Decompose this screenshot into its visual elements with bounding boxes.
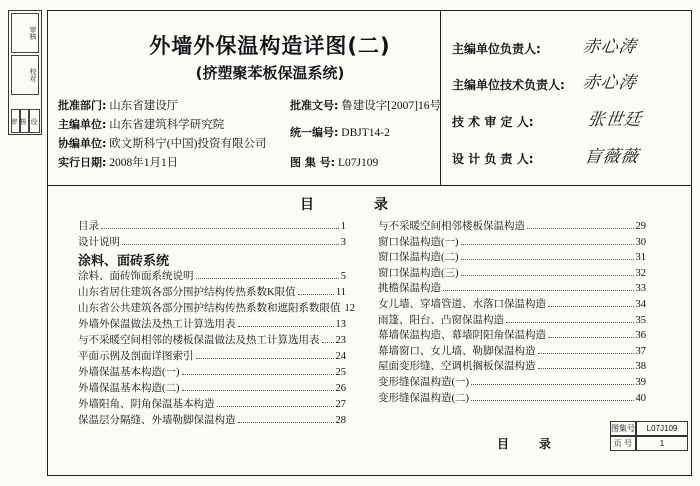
toc-entry-page: 11 [335, 287, 346, 298]
toc-entry-title: 女儿墙、穿墙管道、水落口保温构造 [378, 299, 546, 310]
toc-entry-page: 25 [335, 367, 346, 378]
toc-entry[interactable] [378, 390, 646, 405]
toc-leader-dots [101, 221, 339, 229]
toc-entry-page: 32 [635, 267, 646, 279]
toc-leader-dots [322, 335, 334, 343]
toc-entry-page: 12 [344, 303, 355, 314]
toc-leader-dots [196, 271, 339, 279]
toc-entry-title: 幕墙窗口、女儿墙、勒脚保温构造 [378, 345, 536, 357]
co-editor-value: 欧文斯科宁(中国)投资有限公司 [109, 138, 267, 150]
toc-section-title: 涂料、面砖系统 [78, 254, 170, 269]
toc-entry-page: 5 [340, 271, 346, 282]
effective-date [58, 154, 178, 170]
toc-entry-title: 与不采暖空间相邻楼板保温构造 [378, 221, 525, 232]
toc-leader-dots [182, 383, 334, 391]
toc-entry[interactable] [378, 234, 646, 249]
toc-entry-page: 26 [335, 383, 346, 394]
strip-cell: 设 [29, 109, 40, 133]
approval-dept-label: 批准部门: [58, 99, 107, 112]
toc-entry-page: 39 [635, 377, 646, 388]
toc-entry-title: 屋面变形缝、空调机搁板保温构造 [378, 361, 536, 373]
toc-entry-title: 窗口保温构造(一) [378, 236, 459, 248]
toc-entry-title: 变形缝保温构造(一) [378, 377, 469, 388]
strip-top-cell: 审核 [11, 13, 39, 53]
toc-entry-title: 山东省公共建筑各部分围护结构传热系数和遮阳系数限值 [78, 303, 341, 314]
resp-tech-lead: 主编单位技术负责人: [452, 78, 565, 92]
approval-dept [58, 97, 178, 113]
toc-entry[interactable] [378, 312, 646, 327]
toc-entry[interactable] [78, 284, 346, 299]
toc-entry-page: 30 [635, 236, 646, 248]
toc-entry-page: 37 [635, 345, 646, 357]
page-value-cell: 1 [636, 436, 688, 451]
toc-entry-page: 1 [340, 221, 346, 232]
toc-entry-title: 变形缝保温构造(二) [378, 392, 469, 404]
co-editor [58, 135, 266, 151]
page-label-cell: 页 号 [610, 436, 636, 451]
toc-entry[interactable] [78, 234, 346, 249]
main-title: 外墙外保温构造详图(二) [149, 34, 391, 58]
resp-designer: 设 计 负 责 人: [452, 152, 534, 166]
signature-tech-lead: 赤心涛 [581, 73, 639, 93]
toc-entry[interactable] [78, 268, 346, 283]
toc-entry-page: 28 [335, 415, 346, 426]
toc-entry-page: 36 [635, 330, 646, 342]
strip-cell: 核 [20, 109, 29, 133]
toc-entry[interactable] [78, 412, 346, 427]
toc-leader-dots [443, 283, 634, 291]
signature-reviewer: 张世廷 [586, 110, 644, 130]
toc-leader-dots [182, 367, 334, 375]
toc-entry-title: 雨篷、阳台、凸窗保温构造 [378, 314, 504, 326]
toc-entry[interactable] [78, 364, 346, 379]
toc-entry-page: 31 [635, 252, 646, 264]
toc-leader-dots [298, 287, 334, 295]
toc-entry[interactable] [78, 380, 346, 395]
toc-entry-title: 幕墙保温构造、幕墙阴阳角保温构造 [378, 330, 546, 342]
toc-leader-dots [461, 237, 634, 245]
toc-leader-dots [548, 330, 634, 338]
toc-entry-title: 涂料、面砖饰面系统说明 [78, 271, 194, 282]
toc-entry[interactable] [378, 343, 646, 358]
unified-number-label: 统一编号: [290, 126, 339, 139]
approval-dept-value: 山东省建设厅 [109, 100, 179, 112]
toc-entry-page: 3 [340, 237, 346, 248]
toc-entry[interactable] [78, 300, 355, 315]
signature-chief-editor: 赤心涛 [581, 37, 639, 57]
toc-entry-title: 外墙阳角、阴角保温基本构造 [78, 399, 215, 410]
toc-leader-dots [506, 315, 634, 323]
toc-leader-dots [461, 268, 634, 276]
editor-unit-value: 山东省建筑科学研究院 [109, 119, 225, 131]
toc-entry[interactable] [78, 348, 346, 363]
toc-entry-title: 窗口保温构造(二) [378, 252, 459, 264]
toc-entry-title: 设计说明 [78, 237, 120, 248]
toc-entry[interactable] [78, 332, 346, 347]
approval-number-value: 鲁建设字[2007]16号 [341, 100, 441, 112]
toc-entry-page: 34 [635, 299, 646, 310]
toc-entry-title: 挑檐保温构造 [378, 283, 441, 295]
approval-number [290, 97, 441, 113]
effective-date-label: 实行日期: [58, 156, 107, 169]
toc-leader-dots [548, 299, 634, 307]
strip-mid-cell: 校对 [11, 55, 39, 95]
toc-entry[interactable] [78, 316, 346, 331]
toc-entry-title: 山东省居住建筑各部分围护结构传热系数K限值 [78, 287, 296, 298]
toc-leader-dots [461, 252, 634, 260]
toc-entry-page: 29 [635, 221, 646, 232]
toc-entry[interactable] [78, 396, 346, 411]
atlas-number-value: L07J109 [337, 157, 379, 169]
toc-leader-dots [238, 319, 334, 327]
toc-entry-title: 保温层分隔缝、外墙勒脚保温构造 [78, 415, 236, 426]
binding-strip [8, 10, 42, 135]
toc-entry-page: 38 [635, 361, 646, 373]
toc-entry-page: 40 [635, 392, 646, 404]
toc-entry[interactable] [378, 374, 646, 389]
toc-entry-title: 窗口保温构造(三) [378, 267, 459, 279]
toc-entry-title: 外墙保温基本构造(一) [78, 367, 180, 378]
toc-leader-dots [538, 361, 634, 369]
atlas-number-label: 图 集 号: [290, 156, 336, 169]
toc-leader-dots [122, 237, 339, 245]
toc-entry-page: 24 [335, 351, 346, 362]
toc-entry-page: 13 [335, 319, 346, 330]
footer-label: 目录 [497, 437, 582, 451]
toc-entry-title: 外墙保温基本构造(二) [78, 383, 180, 394]
approval-number-label: 批准文号: [290, 99, 339, 112]
toc-entry[interactable] [378, 218, 646, 233]
atlas-number [290, 154, 378, 170]
toc-leader-dots [217, 399, 334, 407]
toc-entry[interactable] [378, 249, 646, 264]
toc-entry-title: 平面示例及剖面详图索引 [78, 351, 194, 362]
toc-leader-dots [471, 377, 634, 385]
signature-designer: 盲薇薇 [583, 147, 641, 167]
unified-number-value: DBJT14-2 [341, 127, 390, 139]
toc-leader-dots [196, 351, 334, 359]
co-editor-label: 协编单位: [58, 137, 107, 150]
toc-entry[interactable] [378, 358, 646, 373]
toc-entry[interactable] [78, 218, 346, 233]
toc-entry[interactable] [378, 265, 646, 280]
toc-entry-page: 23 [335, 335, 346, 346]
atlas-value-cell: L07J109 [636, 421, 688, 436]
toc-entry-title: 目录 [78, 221, 99, 232]
toc-entry-page: 35 [635, 314, 646, 326]
resp-chief-editor: 主编单位负责人: [452, 42, 541, 56]
sub-title: (挤塑聚苯板保温系统) [195, 64, 345, 82]
unified-number [290, 124, 390, 140]
toc-leader-dots [238, 415, 334, 423]
effective-date-value: 2008年1月1日 [109, 157, 179, 169]
toc-entry[interactable] [378, 296, 646, 311]
atlas-label-cell: 图集号 [610, 421, 636, 436]
toc-entry-title: 与不采暖空间相邻的楼板保温做法及热工计算选用表 [78, 335, 320, 346]
toc-entry[interactable] [378, 280, 646, 295]
toc-leader-dots [527, 221, 634, 229]
toc-entry-page: 33 [635, 283, 646, 295]
toc-leader-dots [538, 346, 634, 354]
strip-cell: 审 [11, 109, 20, 133]
editor-unit-label: 主编单位: [58, 118, 107, 131]
toc-heading: 目录 [300, 197, 448, 213]
toc-entry-page: 27 [335, 399, 346, 410]
toc-leader-dots [471, 393, 634, 401]
editor-unit [58, 116, 224, 132]
resp-reviewer: 技 术 审 定 人: [452, 115, 534, 129]
toc-entry-title: 外墙外保温做法及热工计算选用表 [78, 319, 236, 330]
toc-entry[interactable] [378, 327, 646, 342]
